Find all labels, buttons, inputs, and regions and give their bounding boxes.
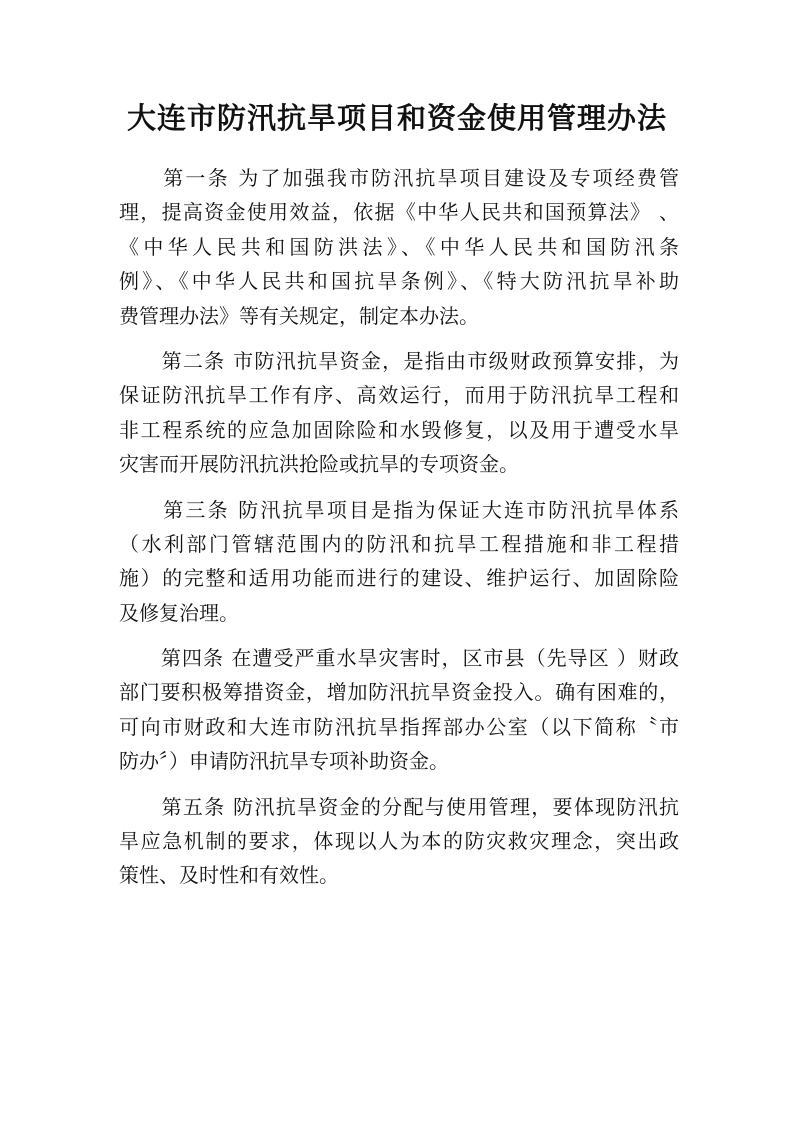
text-line: 旱应急机制的要求，体现以人为本的防灾救灾理念，突出政 — [119, 829, 679, 854]
text-line: 灾害而开展防汛抗洪抢险或抗旱的专项资金。 — [119, 452, 519, 477]
text-line: 可向市财政和大连市防汛抗旱指挥部办公室（以下简称〝市 — [119, 714, 679, 739]
document-title: 大连市防汛抗旱项目和资金使用管理办法 — [126, 101, 667, 135]
text-line: 非工程系统的应急加固除险和水毁修复，以及用于遭受水旱 — [119, 417, 679, 442]
text-line: 部门要积极筹措资金，增加防汛抗旱资金投入。确有困难的， — [119, 680, 679, 705]
text-line: 第一条 为了加强我市防汛抗旱项目建设及专项经费管 — [119, 166, 679, 190]
text-line: 施）的完整和适用功能而进行的建设、维护运行、加固除险 — [119, 566, 679, 591]
text-line: 第四条 在遭受严重水旱灾害时，区市县（先导区 ）财政 — [119, 646, 679, 671]
text-line: 《中华人民共和国防洪法》、《中华人民共和国防汛条 — [119, 234, 679, 259]
article-3-paragraph — [119, 493, 679, 631]
text-line: 费管理办法》等有关规定，制定本办法。 — [119, 303, 479, 328]
article-1-paragraph — [119, 161, 679, 333]
text-line: （水利部门管辖范围内的防汛和抗旱工程措施和非工程措 — [119, 531, 679, 556]
text-line: 保证防汛抗旱工作有序、高效运行，而用于防汛抗旱工程和 — [119, 383, 679, 408]
text-line: 策性、及时性和有效性。 — [119, 863, 339, 888]
article-2-paragraph — [119, 344, 679, 482]
text-line: 理，提高资金使用效益，依据《中华人民共和国预算法》 、 — [119, 200, 679, 225]
text-line: 第三条 防汛抗旱项目是指为保证大连市防汛抗旱体系 — [119, 497, 679, 522]
text-line: 及修复治理。 — [119, 600, 239, 625]
text-line: 第五条 防汛抗旱资金的分配与使用管理，要体现防汛抗 — [119, 794, 679, 819]
article-4-paragraph — [119, 641, 679, 779]
article-5-paragraph — [119, 790, 679, 893]
text-line: 防办〞）申请防汛抗旱专项补助资金。 — [119, 749, 449, 774]
text-line: 第二条 市防汛抗旱资金，是指由市级财政预算安排，为 — [119, 348, 679, 373]
document-body — [119, 161, 679, 893]
text-line: 例》、《中华人民共和国抗旱条例》、《特大防汛抗旱补助 — [119, 269, 679, 294]
